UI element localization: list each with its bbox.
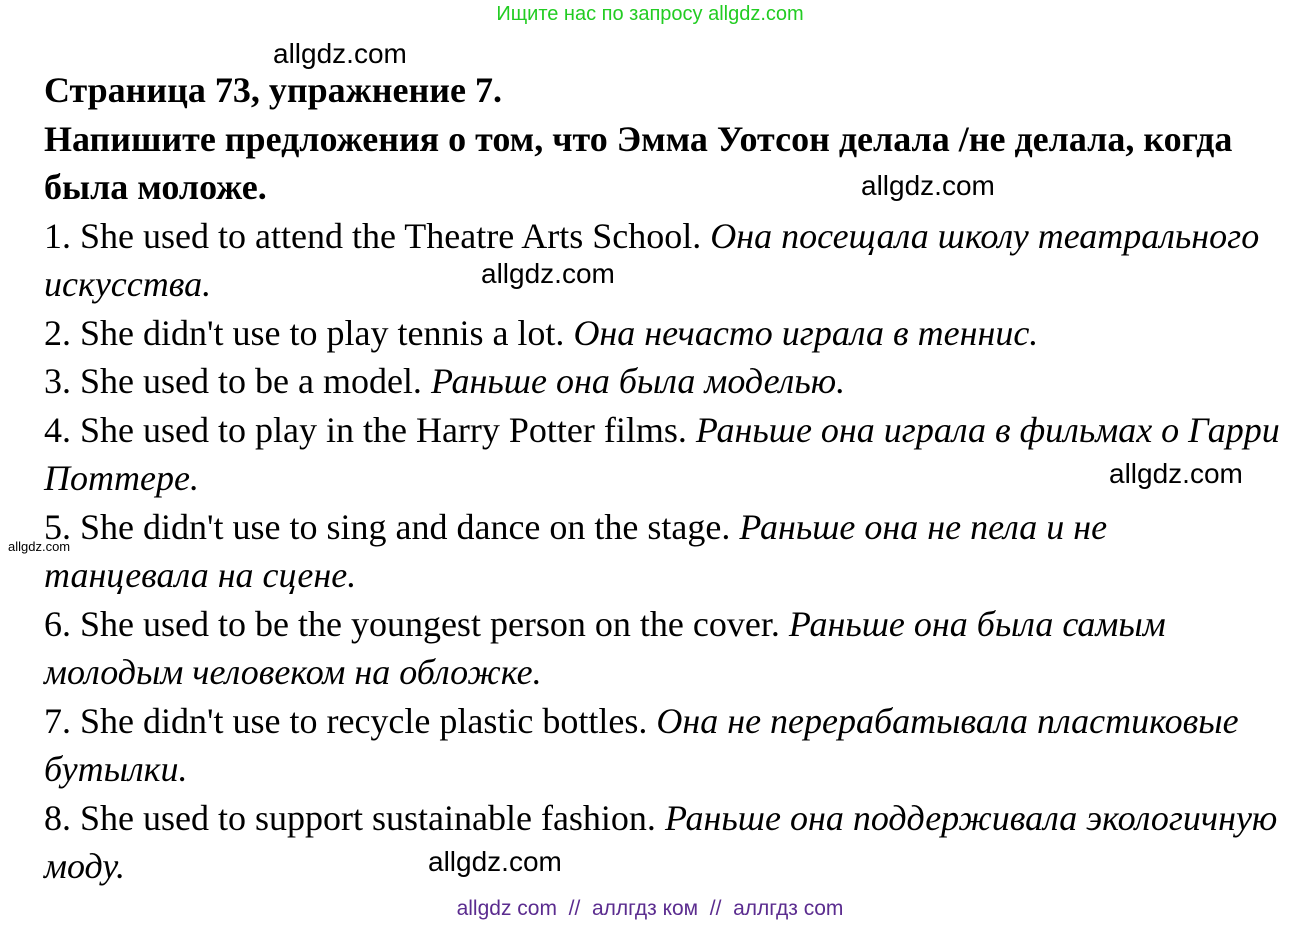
answer-item	[44, 309, 1280, 358]
answer-english: 3. She used to be a model.	[44, 361, 422, 401]
top-banner: Ищите нас по запросу allgdz.com	[496, 3, 804, 25]
answer-item	[44, 503, 1280, 600]
answer-item	[44, 212, 1280, 309]
watermark: allgdz.com	[8, 539, 71, 554]
answer-english: 6. She used to be the youngest person on the cover.	[44, 603, 780, 644]
answer-russian: Она посещала школу театрального искусства.	[44, 215, 1260, 304]
answer-item	[44, 697, 1280, 794]
watermark: allgdz.com	[428, 846, 562, 877]
answer-english: 2. She didn't use to play tennis a lot.	[44, 312, 565, 353]
task-instruction: Напишите предложения о том, что Эмма Уотсон делала /не делала, когда была моложе.	[44, 118, 1233, 207]
answer-russian: Раньше она была моделью.	[430, 361, 846, 401]
answer-english: 8. She used to support sustainable fashion.	[44, 797, 656, 838]
answer-russian: Раньше она не пела и не танцевала на сцене.	[44, 506, 1108, 595]
answer-english: 7. She didn't use to recycle plastic bottles.	[44, 700, 648, 741]
answer-english: 4. She used to play in the Harry Potter films.	[44, 409, 687, 450]
answer-russian: Раньше она была самым молодым человеком на обложке.	[44, 603, 1166, 692]
answer-english: 1. She used to attend the Theatre Arts School.	[44, 215, 702, 256]
watermark: allgdz.com	[481, 258, 615, 289]
page-title: Страница 73, упражнение 7.	[44, 70, 502, 110]
watermark: allgdz.com	[861, 170, 995, 201]
answer-russian: Она не перерабатывала пластиковые бутылки.	[44, 700, 1239, 789]
answer-item	[44, 600, 1280, 697]
footer-links: allgdz com // аллгдз ком // аллгдз com	[456, 897, 844, 920]
answer-item	[44, 357, 1280, 406]
watermark: allgdz.com	[273, 38, 407, 69]
answer-russian: Раньше она поддерживала экологичную моду.	[44, 797, 1278, 886]
answer-english: 5. She didn't use to sing and dance on the stage.	[44, 506, 731, 547]
answer-russian: Она нечасто играла в теннис.	[573, 312, 1039, 353]
watermark: allgdz.com	[1109, 458, 1243, 489]
exercise-content	[44, 66, 1280, 891]
answer-item	[44, 794, 1280, 891]
answer-item	[44, 406, 1280, 503]
answer-russian: Раньше она играла в фильмах о Гарри Поттере.	[44, 409, 1280, 498]
